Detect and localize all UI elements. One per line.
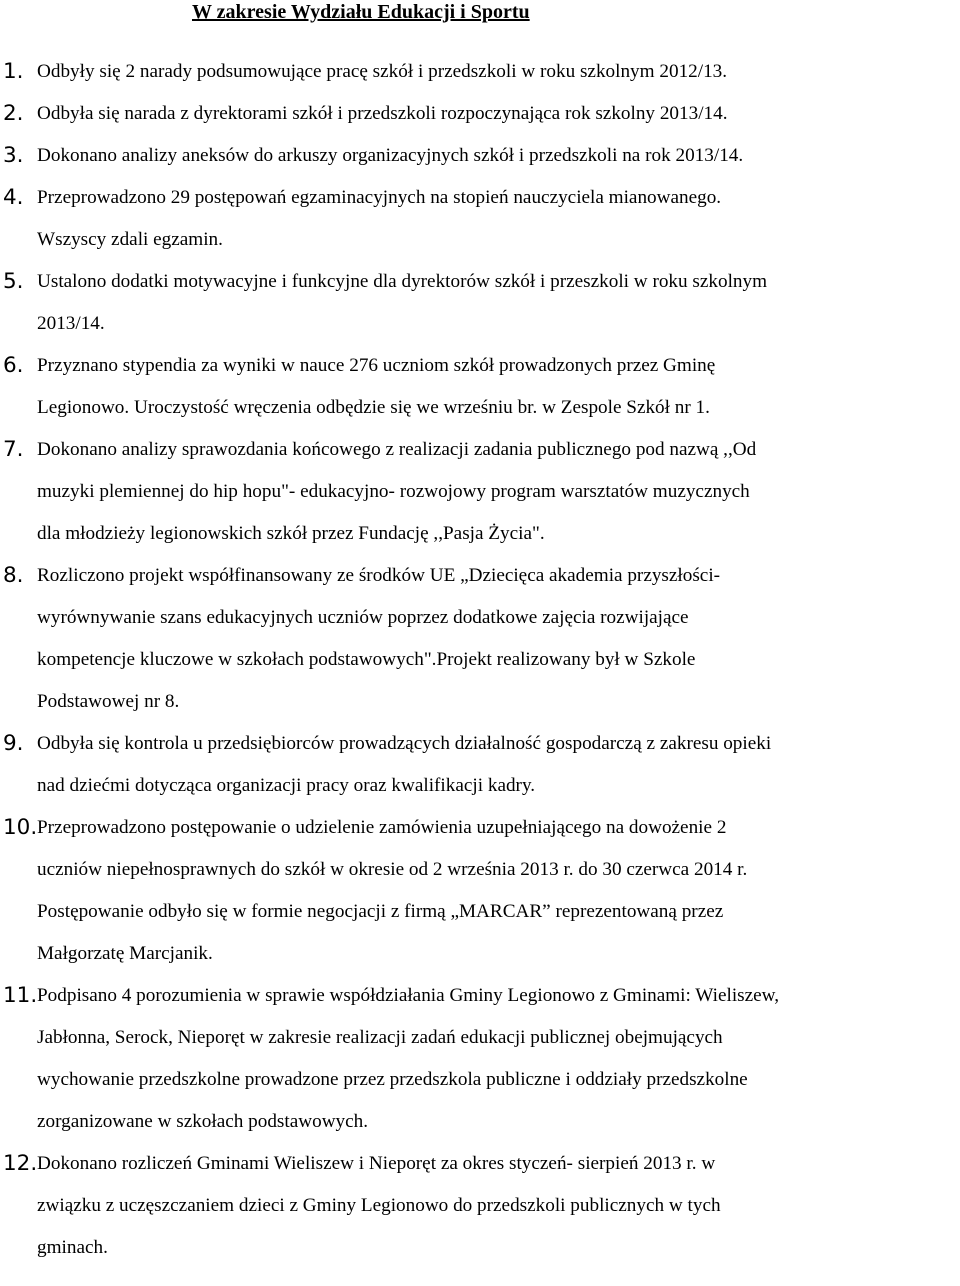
item-number: 8.: [3, 563, 24, 588]
list-item: [0, 555, 960, 723]
item-number: 9.: [3, 731, 24, 756]
list-item: [0, 429, 960, 555]
list-item: [0, 51, 960, 93]
item-number: 3.: [3, 143, 24, 168]
list-item: [0, 975, 960, 1143]
item-number: 10.: [3, 815, 38, 840]
item-number: 11.: [3, 983, 38, 1008]
numbered-list: [0, 51, 960, 1269]
item-text: Przeprowadzono postępowanie o udzielenie zamówienia uzupełniającego na dowożenie 2 uczniów niepełnosprawnych do szkół w okresie od 2 września 2013 r. do 30 czerwca 2014 r. Postępowanie odbyło się w formie negocjacji z firmą „MARCAR” reprezentowaną przez Małgorzatę Marcjanik.: [37, 817, 748, 964]
list-item: [0, 807, 960, 975]
list-item: [0, 261, 960, 345]
list-item: [0, 93, 960, 135]
item-text: Odbyła się narada z dyrektorami szkół i przedszkoli rozpoczynająca rok szkolny 2013/14.: [37, 103, 728, 124]
item-text: Dokonano rozliczeń Gminami Wieliszew i Nieporęt za okres styczeń- sierpień 2013 r. w związku z uczęszczaniem dzieci z Gminy Legionowo do przedszkoli publicznych w tych gminach.: [37, 1153, 721, 1258]
list-item: [0, 177, 960, 261]
item-text: Odbyły się 2 narady podsumowujące pracę szkół i przedszkoli w roku szkolnym 2012/13.: [37, 61, 728, 82]
item-text: Dokonano analizy aneksów do arkuszy organizacyjnych szkół i przedszkoli na rok 2013/14.: [37, 145, 744, 166]
item-number: 6.: [3, 353, 24, 378]
item-text: Ustalono dodatki motywacyjne i funkcyjne dla dyrektorów szkół i przeszkoli w roku szkolnym 2013/14.: [37, 271, 768, 334]
item-text: Dokonano analizy sprawozdania końcowego z realizacji zadania publicznego pod nazwą ,,Od muzyki plemiennej do hip hopu"- edukacyjno- rozwojowy program warsztatów muzycznych dla młodzieży legionowskich szkół przez Fundację ,,Pasja Życia".: [37, 439, 757, 544]
item-number: 12.: [3, 1151, 38, 1176]
item-text: Odbyła się kontrola u przedsiębiorców prowadzących działalność gospodarczą z zakresu opieki nad dziećmi dotycząca organizacji pracy oraz kwalifikacji kadry.: [37, 733, 772, 796]
item-number: 7.: [3, 437, 24, 462]
item-text: Przyznano stypendia za wyniki w nauce 276 uczniom szkół prowadzonych przez Gminę Legionowo. Uroczystość wręczenia odbędzie się we wrześniu br. w Zespole Szkół nr 1.: [37, 355, 716, 418]
item-text: Podpisano 4 porozumienia w sprawie współdziałania Gminy Legionowo z Gminami: Wieliszew, Jabłonna, Serock, Nieporęt w zakresie realizacji zadań edukacji publicznej obejmujących wychowanie przedszkolne prowadzone przez przedszkola publiczne i oddziały przedszkolne zorganizowane w szkołach podstawowych.: [37, 985, 780, 1132]
item-number: 1.: [3, 59, 24, 84]
list-item: [0, 345, 960, 429]
section-heading: W zakresie Wydziału Edukacji i Sportu: [192, 1, 530, 23]
list-item: [0, 723, 960, 807]
item-text: Rozliczono projekt współfinansowany ze środków UE „Dziecięca akademia przyszłości- wyrównywanie szans edukacyjnych uczniów poprzez dodatkowe zajęcia rozwijające kompetencje kluczowe w szkołach podstawowych".Projekt realizowany był w Szkole Podstawowej nr 8.: [37, 565, 721, 712]
list-item: [0, 1143, 960, 1269]
item-number: 4.: [3, 185, 24, 210]
item-text: Przeprowadzono 29 postępowań egzaminacyjnych na stopień nauczyciela mianowanego. Wszyscy zdali egzamin.: [37, 187, 722, 250]
list-item: [0, 135, 960, 177]
item-number: 5.: [3, 269, 24, 294]
item-number: 2.: [3, 101, 24, 126]
